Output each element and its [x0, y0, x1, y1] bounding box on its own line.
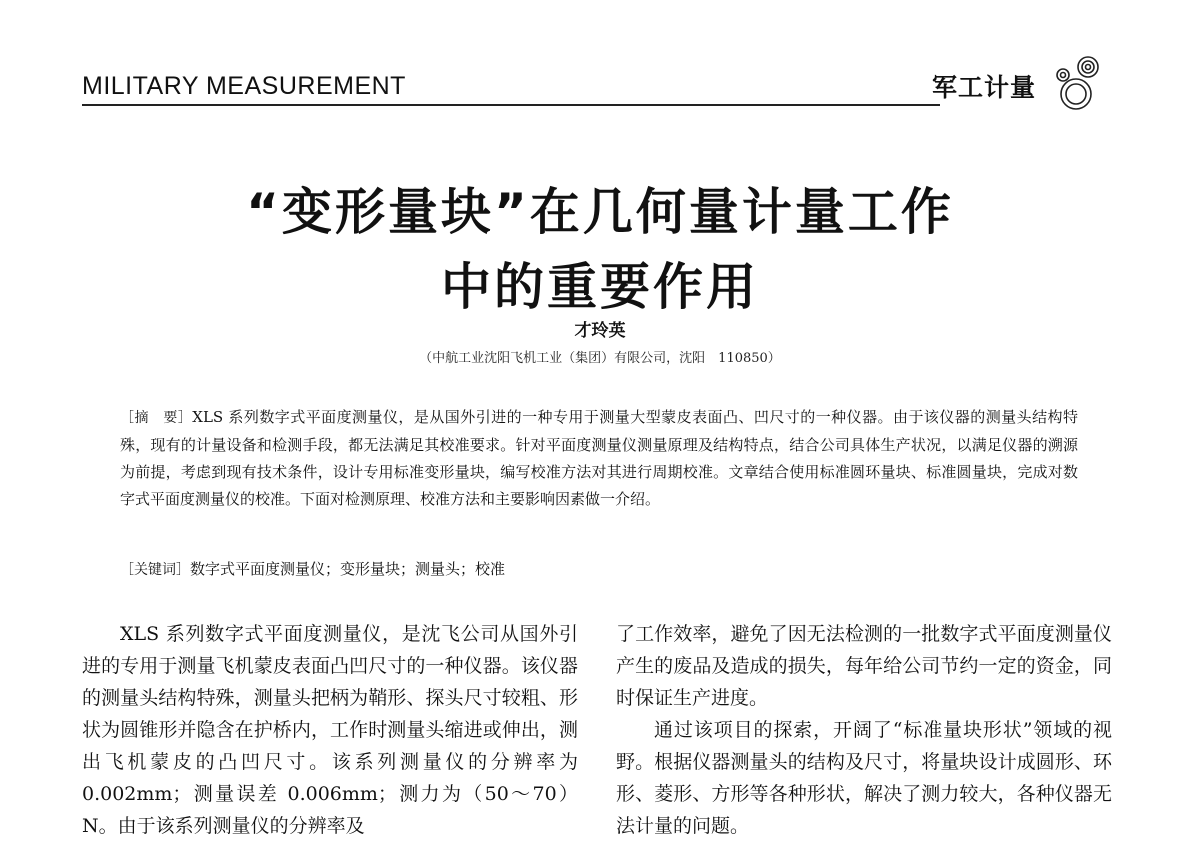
- abstract: [120, 404, 1078, 513]
- abstract-text: XLS 系列数字式平面度测量仪，是从国外引进的一种专用于测量大型蒙皮表面凸、凹尺寸的一种仪器。由于该仪器的测量头结构特殊，现有的计量设备和检测手段，都无法满足其校准要求。针对平面度测量仪测量原理及结构特点，结合公司具体生产状况，以满足仪器的溯源为前提，考虑到现有技术条件，设计专用标准变形量块，编写校准方法对其进行周期校准。文章结合使用标准圆环量块、标准圆量块，完成对数字式平面度测量仪的校准。下面对检测原理、校准方法和主要影响因素做一介绍。: [120, 408, 1078, 508]
- title-line-2: 中的重要作用: [441, 258, 759, 316]
- header-rule: [82, 104, 940, 106]
- abstract-label: ［摘 要］: [120, 410, 193, 426]
- author: 才玲英: [574, 321, 626, 341]
- keywords: [120, 556, 1078, 583]
- affiliation: （中航工业沈阳飞机工业（集团）有限公司，沈阳 110850）: [419, 351, 781, 366]
- keywords-label: ［关键词］: [120, 562, 190, 578]
- journal-header: [82, 64, 1102, 114]
- journal-name-en: MILITARY MEASUREMENT: [82, 72, 406, 100]
- keywords-text: 数字式平面度测量仪；变形量块；测量头；校准: [190, 560, 506, 578]
- body-paragraph: 通过该项目的探索，开阔了“标准量块形状”领域的视野。根据仪器测量头的结构及尺寸，将量块设计成圆形、环形、菱形、方形等各种形状，解决了测力较大，各种仪器无法计量的问题。: [616, 719, 1112, 837]
- journal-name-cn: 军工计量: [932, 73, 1037, 102]
- body-paragraph: 了工作效率，避免了因无法检测的一批数字式平面度测量仪产生的废品及造成的损失，每年给公司节约一定的资金，同时保证生产进度。: [616, 623, 1112, 709]
- title-line-1: “变形量块”在几何量计量工作: [246, 183, 954, 241]
- concentric-circles-icon: [1047, 52, 1107, 112]
- body-right-column: [616, 618, 1112, 842]
- body-left-column: [82, 618, 578, 842]
- body-paragraph: XLS 系列数字式平面度测量仪，是沈飞公司从国外引进的专用于测量飞机蒙皮表面凸凹尺寸的一种仪器。该仪器的测量头结构特殊，测量头把柄为鞘形、探头尺寸较粗、形状为圆锥形并隐含在护桥内，工作时测量头缩进或伸出，测出飞机蒙皮的凸凹尺寸。该系列测量仪的分辨率为 0.002mm；测量误差 0.006mm；测力为（50～70） N。由于该系列测量仪的分辨率及: [82, 623, 578, 837]
